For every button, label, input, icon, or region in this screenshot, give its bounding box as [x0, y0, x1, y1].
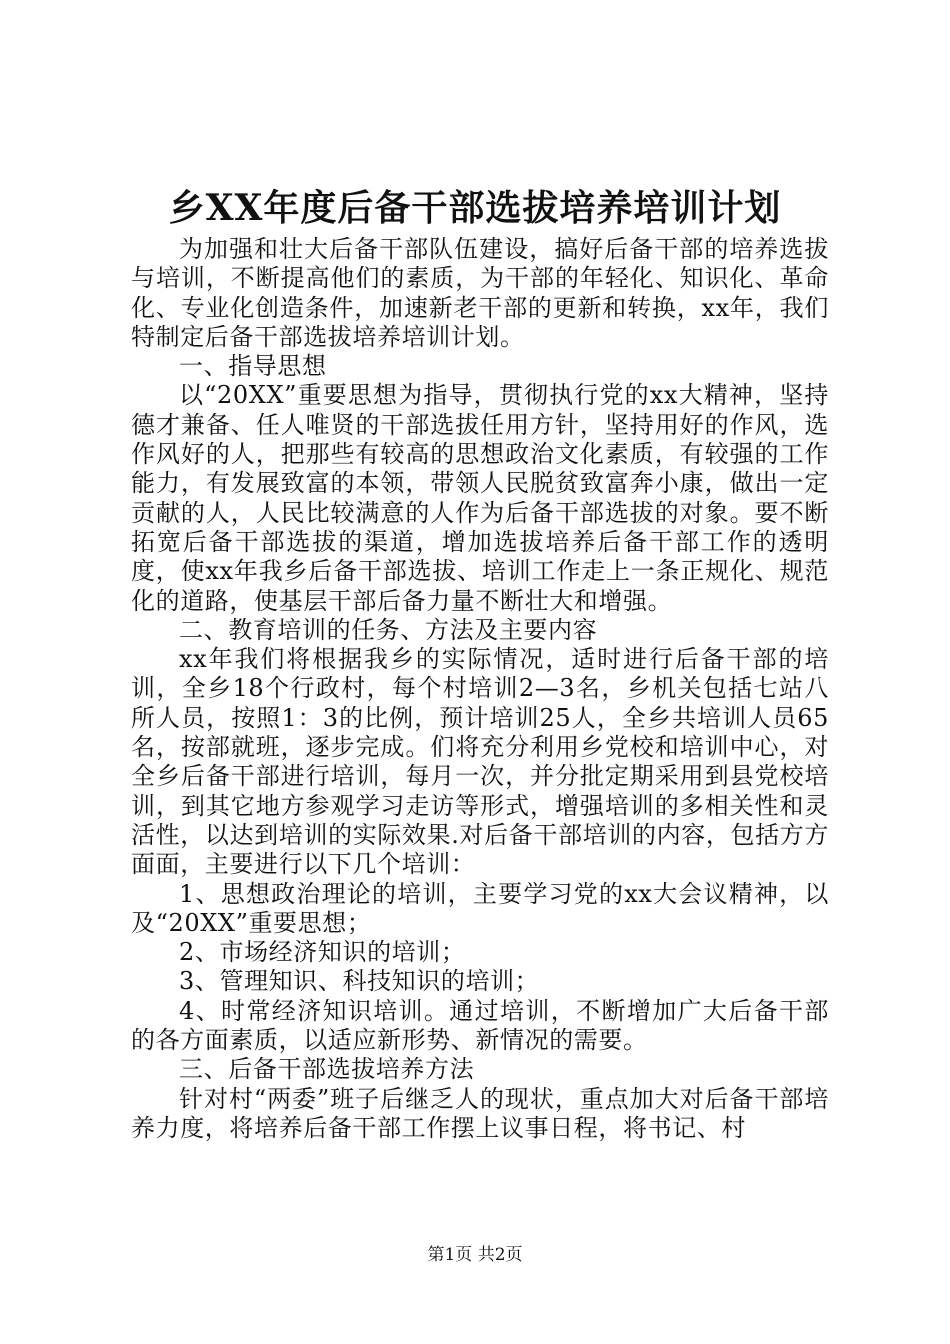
list-item-3: 3、管理知识、科技知识的培训；	[179, 967, 540, 996]
intro-paragraph: 为加强和壮大后备干部队伍建设，搞好后备干部的培养选拔与培训，不断提高他们的素质，为干部的年轻化、知识化、革命化、专业化创造条件，加速新老干部的更新和转换，xx年，我们特制定后备干部选拔培养培训计划。	[131, 235, 829, 351]
body-paragraph: 针对村“两委”班子后继乏人的现状，重点加大对后备干部培养力度，将培养后备干部工作摆上议事日程，将书记、村	[131, 1084, 829, 1142]
body-paragraph: 以“20XX”重要思想为指导，贯彻执行党的xx大精神，坚持德才兼备、任人唯贤的干部选拔任用方针，坚持用好的作风，选作风好的人，把那些有较高的思想政治文化素质，有较强的工作能力，有发展致富的本领，带领人民脱贫致富奔小康，做出一定贡献的人，人民比较满意的人作为后备干部选拔的对象。要不断拓宽后备干部选拔的渠道，增加选拔培养后备干部工作的透明度，使xx年我乡后备干部选拔、培训工作走上一条正规化、规范化的道路，使基层干部后备力量不断壮大和增强。	[131, 381, 829, 615]
list-item-1: 1、思想政治理论的培训，主要学习党的xx大会议精神，以及“20XX”重要思想；	[131, 879, 829, 937]
section-heading-2: 二、教育培训的任务、方法及主要内容	[179, 615, 598, 644]
list-item-4: 4、时常经济知识培训。通过培训，不断增加广大后备干部的各方面素质，以适应新形势、新情况的需要。	[131, 996, 829, 1055]
list-item-2: 2、市场经济知识的培训；	[179, 938, 466, 967]
document-title: 乡XX年度后备干部选拔培养培训计划	[168, 187, 782, 229]
body-paragraph: xx年我们将根据我乡的实际情况，适时进行后备干部的培训，全乡18个行政村，每个村培训2—3名，乡机关包括七站八所人员，按照1：3的比例，预计培训25人，全乡共培训人员65名，按部就班，逐步完成。们将充分利用乡党校和培训中心，对全乡后备干部进行培训，每月一次，并分批定期采用到县党校培训，到其它地方参观学习走访等形式，增强培训的多相关性和灵活性，以达到培训的实际效果.对后备干部培训的内容，包括方方面面，主要进行以下几个培训：	[131, 645, 829, 879]
section-heading-1: 一、指导思想	[179, 352, 327, 381]
section-heading-3: 三、后备干部选拔培养方法	[179, 1055, 475, 1084]
page-number-footer: 第1页 共2页	[427, 1245, 523, 1265]
document-body	[131, 235, 829, 1143]
